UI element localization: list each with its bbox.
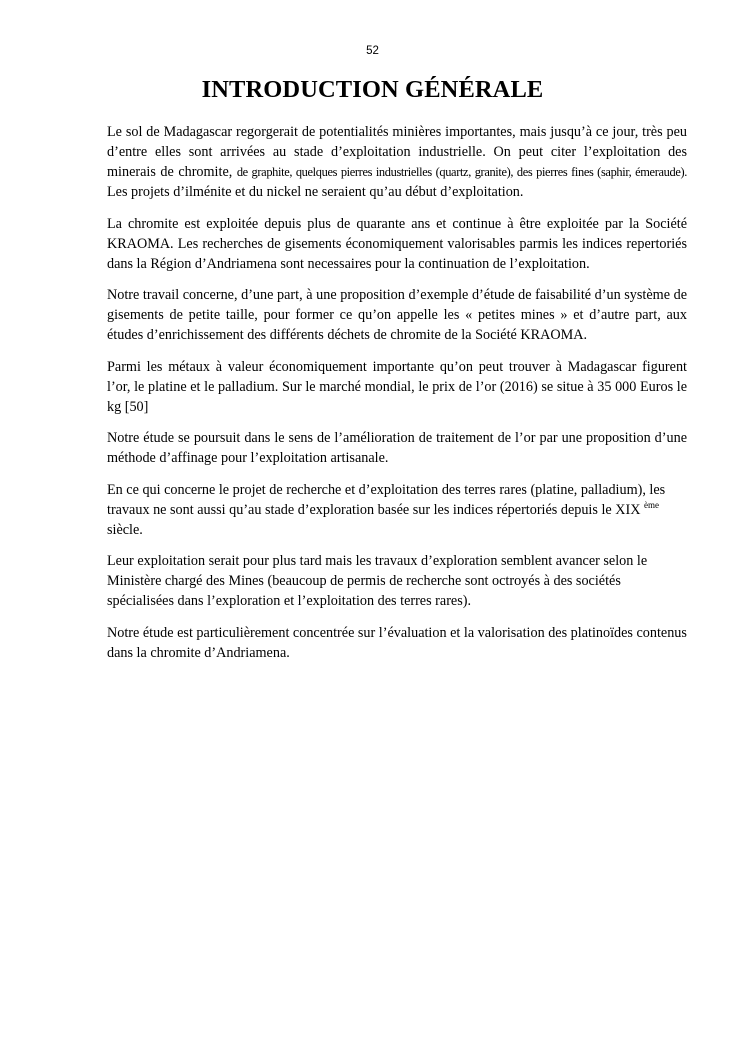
paragraph-text: En ce qui concerne le projet de recherche et d’exploitation des terres rares (platine, palladium), les travaux ne sont aussi qu’au stade d’exploration basée sur les indices répertoriés depuis le XIX [107, 481, 666, 518]
paragraph-rare-earths [107, 480, 687, 540]
document-body [107, 122, 687, 674]
paragraph-mineral-potential [107, 122, 687, 202]
paragraph-text: Les projets d’ilménite et du nickel ne seraient qu’au début d’exploitation. [107, 184, 524, 200]
paragraph-gold-refining: Notre étude se poursuit dans le sens de l’amélioration de traitement de l’or par une proposition d’une méthode d’affinage pour l’exploitation artisanale. [107, 430, 687, 466]
paragraph-text: Le sol de Madagascar regorgerait de potentialités minières importantes, mais jusqu’à ce jour, très peu d’entre elles sont arrivées au stade d’exploitation industrielle. On peut citer l’exploitation des minerais de chromite, [107, 124, 687, 180]
paragraph-precious-metals: Parmi les métaux à valeur économiquement importante qu’on peut trouver à Madagascar figurent l’or, le platine et le palladium. Sur le marché mondial, le prix de l’or (2016) se situe à 35 000 Euros le kg [50] [107, 358, 687, 415]
paragraph-exploration: Leur exploitation serait pour plus tard mais les travaux d’exploration semblent avancer selon le Ministère chargé des Mines (beaucoup de permis de recherche sont octroyés à des sociétés spécialisées dans l’exploration et l’exploitation des terres rares). [107, 553, 648, 609]
page-number: 52 [366, 45, 379, 57]
paragraph-text: siècle. [107, 521, 143, 538]
paragraph-our-work: Notre travail concerne, d’une part, à une proposition d’exemple d’étude de faisabilité d’un système de gisements de petite taille, pour former ce qu’on appelle les « petites mines » et d’autre part, aux études d’enrichissement des différents déchets de chromite de la Société KRAOMA. [107, 287, 687, 343]
paragraph-text-condensed: de graphite, quelques pierres industrielles (quartz, granite), des pierres fines (saphir, émeraude). [236, 165, 687, 179]
superscript-text: ème [644, 499, 659, 510]
page-title: INTRODUCTION GÉNÉRALE [201, 76, 544, 103]
paragraph-platinoids: Notre étude est particulièrement concentrée sur l’évaluation et la valorisation des platinoïdes contenus dans la chromite d’Andriamena. [107, 624, 687, 661]
paragraph-chromite: La chromite est exploitée depuis plus de quarante ans et continue à être exploitée par la Société KRAOMA. Les recherches de gisements économiquement valorisables parmis les indices repertoriés dans la Région d’Andriamena sont necessaires pour la continuation de l’exploitation. [107, 215, 687, 272]
